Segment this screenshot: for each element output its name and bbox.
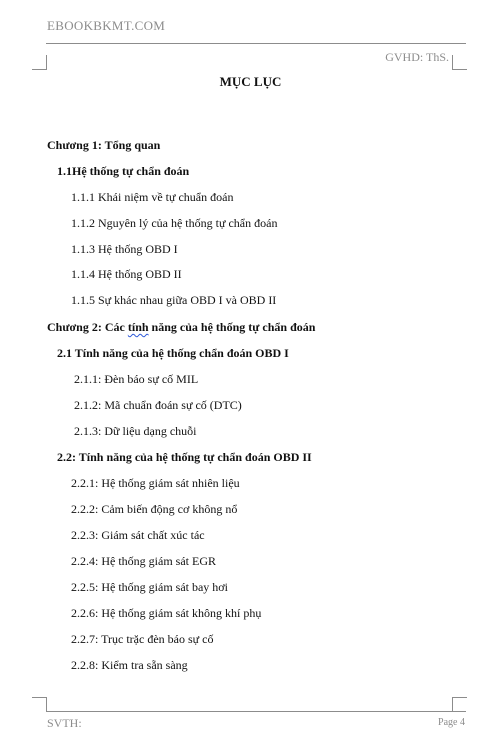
toc-item-1-1-1: 1.1.1 Khái niệm về tự chuẩn đoán xyxy=(71,190,234,204)
crop-mark-bottom-right xyxy=(452,697,467,712)
toc-chapter-2 xyxy=(47,320,315,334)
toc-item-2-2-4: 2.2.4: Hệ thống giám sát EGR xyxy=(71,554,216,568)
spellcheck-marked-word: tính xyxy=(127,320,149,334)
toc-chapter-1: Chương 1: Tổng quan xyxy=(47,138,161,152)
toc-item-1-1-4: 1.1.4 Hệ thống OBD II xyxy=(71,267,182,281)
crop-mark-top-left xyxy=(32,55,47,70)
toc-item-1-1-3: 1.1.3 Hệ thống OBD I xyxy=(71,242,178,256)
site-watermark: EBOOKBKMT.COM xyxy=(47,18,166,33)
crop-mark-bottom-left xyxy=(32,697,47,712)
toc-item-2-2-1: 2.2.1: Hệ thống giám sát nhiên liệu xyxy=(71,476,240,490)
toc-item-2-1-1: 2.1.1: Đèn báo sự cố MIL xyxy=(74,372,199,386)
advisor-label: GVHD: ThS. xyxy=(385,50,449,64)
toc-item-2-1-2: 2.1.2: Mã chuẩn đoán sự cố (DTC) xyxy=(74,398,242,412)
toc-item-2-1-3: 2.1.3: Dữ liệu dạng chuỗi xyxy=(74,424,197,438)
toc-item-1-1-2: 1.1.2 Nguyên lý của hệ thống tự chẩn đoán xyxy=(71,216,278,230)
page-number: Page 4 xyxy=(438,717,465,728)
toc-item-2-2-3: 2.2.3: Giám sát chất xúc tác xyxy=(71,528,205,542)
header-rule xyxy=(46,43,466,44)
toc-item-2-2-5: 2.2.5: Hệ thống giám sát bay hơi xyxy=(71,580,228,594)
toc-item-2-2-6: 2.2.6: Hệ thống giám sát không khí phụ xyxy=(71,606,262,620)
toc-item-2-2-8: 2.2.8: Kiểm tra sẵn sàng xyxy=(71,658,188,672)
footer-rule xyxy=(46,711,466,712)
toc-chapter-2-part-c: năng của hệ thống tự chẩn đoán xyxy=(148,320,316,334)
toc-section-2-1: 2.1 Tính năng của hệ thống chẩn đoán OBD I xyxy=(57,346,289,360)
crop-mark-top-right xyxy=(452,55,467,70)
toc-item-1-1-5: 1.1.5 Sự khác nhau giữa OBD I và OBD II xyxy=(71,293,277,307)
toc-item-2-2-2: 2.2.2: Cảm biến động cơ không nổ xyxy=(71,502,238,516)
toc-item-2-2-7: 2.2.7: Trục trặc đèn báo sự cố xyxy=(71,632,214,646)
student-label: SVTH: xyxy=(47,716,82,730)
page-title: MỤC LỤC xyxy=(219,74,282,89)
toc-chapter-2-part-a: Chương 2: Các xyxy=(47,320,128,334)
toc-section-1-1: 1.1Hệ thống tự chẩn đoán xyxy=(57,164,190,178)
toc-section-2-2: 2.2: Tính năng của hệ thống tự chẩn đoán OBD II xyxy=(57,450,312,464)
